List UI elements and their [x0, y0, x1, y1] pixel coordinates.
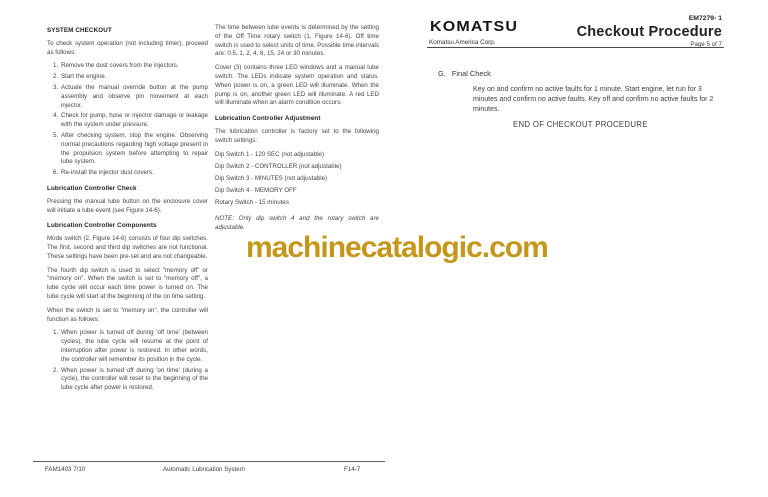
page-title: Checkout Procedure	[576, 24, 722, 40]
controller-adjustment-heading: Lubrication Controller Adjustment	[215, 115, 321, 123]
section-label: G.	[438, 69, 446, 78]
setting-line: Dip Switch 4 - MEMORY OFF	[215, 186, 297, 194]
list-item: 3. Actuate the manual override button at the pump assembly and observe pin movement at each injector.	[53, 83, 208, 109]
watermark: machinecatalogic.com	[246, 231, 548, 264]
setting-line: Dip Switch 2 - CONTROLLER (not adjustable)	[215, 162, 342, 170]
system-checkout-heading: SYSTEM CHECKOUT	[47, 27, 112, 34]
final-check-heading	[438, 69, 491, 78]
section-title: Final Check	[451, 69, 491, 78]
left-column	[47, 27, 208, 397]
page-number: Page 5 of 7	[690, 40, 722, 48]
list-item: 1. When power is turned off during 'off time' (between cycles), the lube cycle will resume at the point of interruption after power is restored. In other words, the controller will remember its position in the cycle.	[53, 329, 208, 363]
list-item: 5. After checking system, stop the engine. Observing normal precautions regarding high voltage present in the propulsion system before attempting to repair lube system.	[53, 131, 208, 166]
setting-line: Dip Switch 3 - MINUTES (not adjustable)	[215, 174, 328, 182]
setting-line: Dip Switch 1 - 120 SEC (not adjustable)	[215, 150, 325, 158]
cover-led-paragraph: Cover (3) contains three LED windows and a manual lube switch. The LEDs indicate system operation and status. When power is on, a green LED will illuminate. When the pump is on, another green LED will illuminate. A red LED will illuminate when an alarm condition occurs.	[215, 64, 379, 107]
list-item: 1. Remove the dust covers from the injectors.	[53, 62, 179, 70]
controller-components-heading: Lubrication Controller Components	[47, 222, 157, 230]
company-name: Komatsu America Corp.	[429, 39, 496, 46]
komatsu-logo: KOMATSU	[430, 19, 519, 35]
adjustment-intro: The lubrication controller is factory set to the following switch settings:	[215, 127, 379, 144]
middle-column	[215, 24, 379, 238]
off-time-paragraph: The time between lube events is determined by the setting of the Off Time rotary switch (1, Figure 14-6). Off time switch is used to select units of time. Possible time intervals are: 0.5, 1, 2, 4, 8, 15, 24 or 30 minutes.	[215, 24, 379, 58]
checkout-intro: To check system operation (not including timer), proceed as follows:	[47, 39, 208, 56]
final-check-paragraph: Key on and confirm no active faults for 1 minute. Start engine, let run for 3 minutes and confirm no active faults. Key off and confirm no active faults for 2 minutes.	[473, 86, 714, 114]
list-item: 6. Re-install the injector dust covers.	[53, 169, 154, 177]
footer-doc-code: FAM1403 7/10	[45, 466, 86, 473]
end-of-procedure-text: END OF CHECKOUT PROCEDURE	[513, 120, 648, 129]
checkout-steps-list	[53, 62, 208, 178]
footer-system-name: Automatic Lubrication System	[163, 466, 245, 473]
list-item: 2. When power is turned off during 'on time' (during a cycle), the controller will reset to the beginning of the lube cycle after power is restored.	[53, 366, 208, 392]
controller-check-heading: Lubrication Controller Check	[47, 184, 137, 192]
header-divider	[427, 47, 724, 48]
adjustment-note: NOTE: Only dip switch 4 and the rotary switch are adjustable.	[215, 215, 379, 232]
footer-divider	[33, 461, 385, 462]
memory-steps-list	[53, 329, 208, 393]
components-paragraph: Mode switch (2, Figure 14-6) consists of four dip switches. The first, second and third dip switches are not functional. These settings have been pre-set and are not changeable.	[47, 235, 208, 260]
controller-check-text: Pressing the manual lube button on the enclosure cover will initiate a lube event (see Figure 14-6).	[47, 197, 208, 214]
switch-settings-list	[215, 151, 379, 208]
list-item: 4. Check for pump, hose or injector damage or leakage with the system under pressure.	[53, 112, 208, 129]
document-number: EM7279- 1	[688, 15, 722, 22]
setting-line: Rotary Switch - 15 minutes	[215, 198, 289, 206]
components-paragraph: The fourth dip switch is used to select "memory off" or "memory on". When the switch is set to "memory off", a lube cycle will occur each time power is turned on. The lube cycle will start at the beginning of the on time setting.	[47, 266, 208, 300]
footer-page-code: F14-7	[344, 466, 361, 473]
list-item: 2. Start the engine.	[53, 73, 107, 81]
components-paragraph: When the switch is set to "memory on", the controller will function as follows:	[47, 306, 208, 323]
